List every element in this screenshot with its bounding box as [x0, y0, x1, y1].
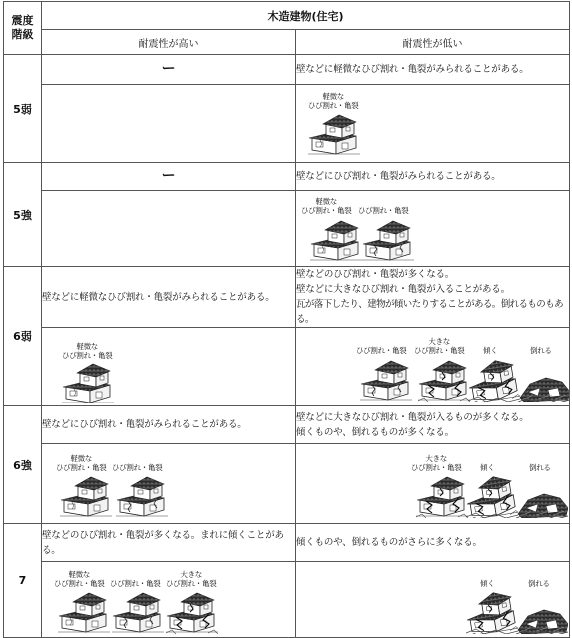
house-tilt-icon: [466, 590, 518, 634]
house-large-crack-icon: [414, 474, 468, 518]
row-7-low-images: [296, 562, 570, 638]
level-header-line-1: 震度: [11, 14, 34, 27]
illustration-label: 傾く: [480, 579, 495, 588]
house-collapse-icon: [516, 594, 568, 634]
illustration-label: ひび割れ・亀裂: [112, 463, 163, 472]
main-title: 木造建物(住宅): [42, 2, 570, 30]
row-6-lower-high-text: 壁などに軽微なひび割れ・亀裂がみられることがある。: [42, 267, 296, 328]
house-crack-icon: [358, 358, 412, 402]
row-6-upper-low-text: 壁などに大きなひび割れ・亀裂が入るものが多くなる。 傾くものや、倒れるものが多くなる。: [296, 406, 570, 444]
house-minor-crack-icon: [306, 112, 362, 156]
level-6-lower: 6弱: [4, 267, 42, 406]
row-6-lower-low-text: 壁などのひび割れ・亀裂が多くなる。 壁などに大きなひび割れ・亀裂が入ることがある。 瓦が落下したり、建物が傾いたりすることがある。倒れるものもある。: [296, 267, 570, 328]
row-6-lower-low-images: [296, 328, 570, 406]
illustration-label: 軽微な ひび割れ・亀裂: [62, 342, 113, 360]
illustration-label: 倒れる: [530, 346, 552, 355]
illustration-label: ひび割れ・亀裂: [356, 346, 407, 355]
illustration-label: 倒れる: [528, 579, 550, 588]
house-minor-crack-icon: [60, 361, 116, 403]
row-5-lower-low-text: 壁などに軽微なひび割れ・亀裂がみられることがある。: [296, 55, 570, 85]
house-crack-icon: [114, 474, 170, 518]
house-minor-crack-icon: [58, 474, 114, 518]
row-5-upper-high-text: ー: [42, 163, 296, 191]
col-low-header: 耐震性が低い: [296, 30, 570, 55]
row-5-upper-low-images: [296, 191, 570, 267]
house-collapse-icon: [516, 478, 568, 518]
illustration-label: 倒れる: [529, 463, 551, 472]
col-high-header: 耐震性が高い: [42, 30, 296, 55]
row-6-upper-high-images: [42, 444, 296, 524]
house-large-crack-icon: [164, 590, 218, 634]
level-7: 7: [4, 524, 42, 638]
level-header-line-2: 階級: [11, 28, 34, 41]
illustration-label: 軽微な ひび割れ・亀裂: [56, 454, 107, 472]
row-7-low-text: 傾くものや、倒れるものがさらに多くなる。: [296, 524, 570, 562]
house-collapse-icon: [518, 362, 570, 402]
illustration-label: 傾く: [480, 463, 495, 472]
level-5-upper: 5強: [4, 163, 42, 267]
house-minor-crack-icon: [308, 218, 364, 262]
row-6-upper-high-text: 壁などにひび割れ・亀裂がみられることがある。: [42, 406, 296, 444]
row-7-high-text: 壁などのひび割れ・亀裂が多くなる。まれに傾くことがあ る。: [42, 524, 296, 562]
row-5-lower-high-text: ー: [42, 55, 296, 85]
illustration-label: ひび割れ・亀裂: [358, 206, 409, 215]
house-tilt-icon: [466, 474, 518, 518]
illustration-label: 大きな ひび割れ・亀裂: [411, 454, 462, 472]
illustration-label: 軽微な ひび割れ・亀裂: [301, 197, 352, 215]
row-5-upper-high-images: [42, 191, 296, 267]
seismic-intensity-table: [3, 1, 570, 638]
row-5-lower-high-images: [42, 85, 296, 163]
illustration-label: ひび割れ・亀裂: [110, 579, 161, 588]
row-5-upper-low-text: 壁などにひび割れ・亀裂がみられることがある。: [296, 163, 570, 191]
illustration-label: 軽微な ひび割れ・亀裂: [308, 92, 359, 110]
house-crack-icon: [360, 218, 416, 262]
row-6-lower-high-images: [42, 328, 296, 406]
level-5-lower: 5弱: [4, 55, 42, 163]
illustration-label: 大きな ひび割れ・亀裂: [414, 337, 465, 355]
house-crack-icon: [110, 590, 164, 634]
illustration-label: 大きな ひび割れ・亀裂: [166, 570, 217, 588]
house-minor-crack-icon: [56, 590, 110, 634]
house-large-crack-icon: [416, 358, 470, 402]
row-7-high-images: [42, 562, 296, 638]
row-5-lower-low-images: [296, 85, 570, 163]
illustration-label: 軽微な ひび割れ・亀裂: [54, 570, 105, 588]
level-header: [4, 2, 42, 55]
illustration-label: 傾く: [483, 346, 498, 355]
level-6-upper: 6強: [4, 406, 42, 524]
house-tilt-icon: [468, 358, 520, 402]
row-6-upper-low-images: [296, 444, 570, 524]
